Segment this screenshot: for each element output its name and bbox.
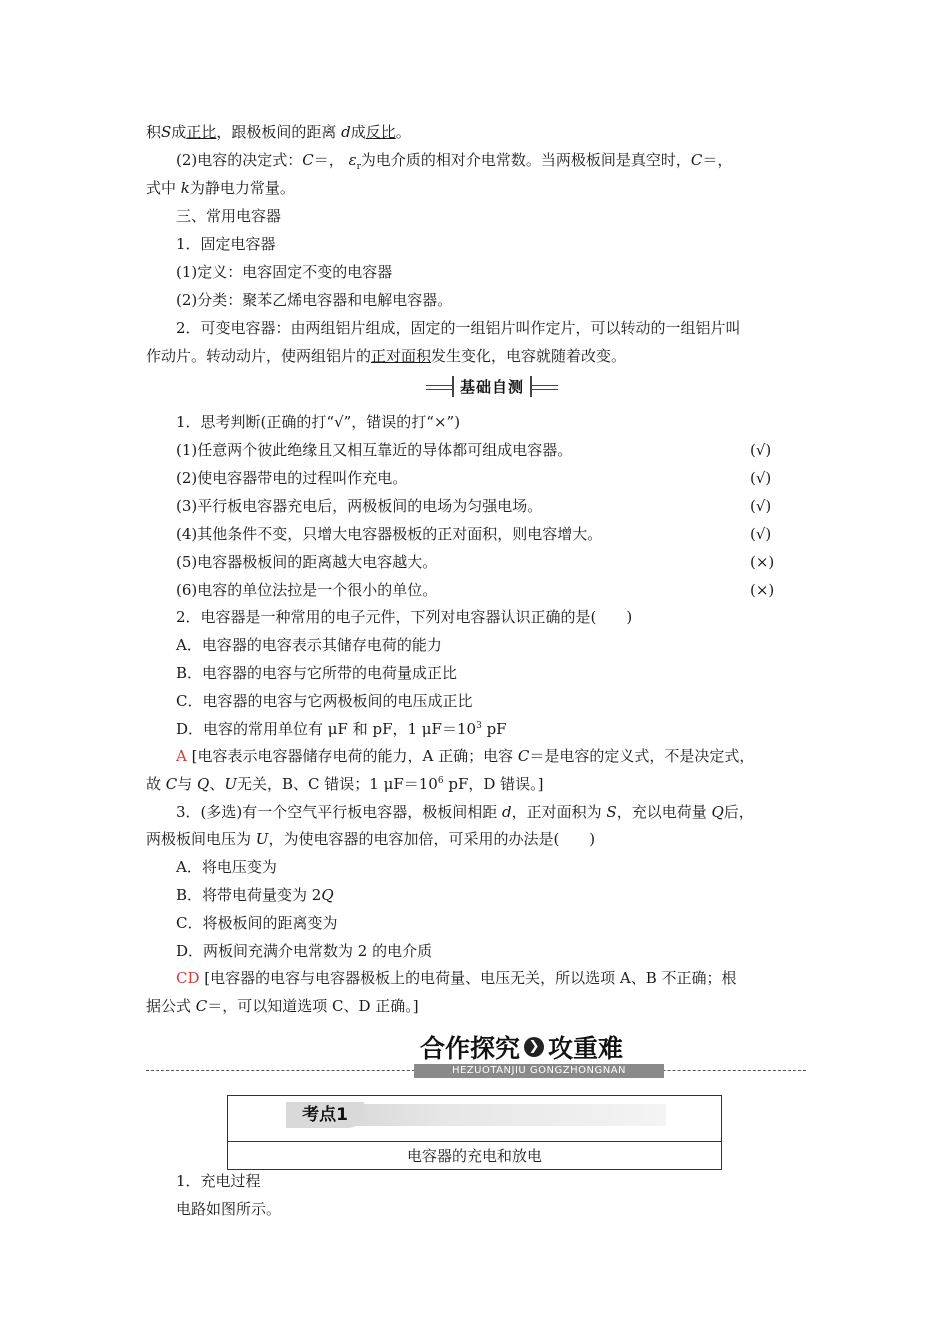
banner-label: 基础自测	[452, 376, 532, 397]
answer-explanation: A [电容表示电容器储存电荷的能力，A 正确；电容 C＝是电容的定义式，不是决定式，	[176, 747, 755, 765]
section-header-left: 合作探究	[420, 1034, 521, 1063]
text-line: (1)定义：电容固定不变的电容器	[176, 263, 393, 281]
text-line: 2．可变电容器：由两组铝片组成，固定的一组铝片叫作定片，可以转动的一组铝片叫	[176, 319, 741, 337]
text-line: (2)电容的决定式：C＝， $\varepsilon_r$为电介质的相对介电常数。当两极板间是真空时，C＝，	[176, 151, 733, 172]
section-header	[420, 1028, 623, 1066]
section-header-right: 攻重难	[548, 1034, 624, 1063]
judgement-item: (2)使电容器带电的过程叫作充电。	[176, 469, 408, 487]
option-b: B．电容器的电容与它所带的电荷量成正比	[176, 664, 458, 682]
answer-explanation: 据公式 C＝，可以知道选项 C、D 正确。]	[146, 997, 419, 1015]
answer-explanation: 故 C与 Q、U无关，B、C 错误；1 $\mu F=10^6$ pF，D 错误。]	[146, 775, 544, 793]
judgement-item: (3)平行板电容器充电后，两极板间的电场为匀强电场。	[176, 497, 543, 515]
answer-explanation: CD [电容器的电容与电容器极板上的电荷量、电压无关，所以选项 A、B 不正确；根	[176, 969, 737, 987]
key-point-header	[228, 1096, 721, 1142]
option-a: A．电容器的电容表示其储存电荷的能力	[176, 636, 442, 654]
option-c: C．电容器的电容与它两极板间的电压成正比	[176, 692, 473, 710]
question-stem: 3．(多选)有一个空气平行板电容器，极板间相距 d，正对面积为 S，充以电荷量 Q后，	[176, 803, 754, 821]
text-line: 作动片。转动动片，使两组铝片的正对面积发生变化，电容就随着改变。	[146, 347, 627, 365]
text-line: 积S成正比，跟极板间的距离 d成反比。	[146, 123, 411, 141]
judgement-item: (1)任意两个彼此绝缘且又相互靠近的导体都可组成电容器。	[176, 441, 573, 459]
section-header-pinyin: HEZUOTANJIU GONGZHONGNAN	[414, 1064, 664, 1078]
text-line: 1．固定电容器	[176, 235, 276, 253]
option-a: A．将电压变为	[176, 858, 277, 876]
key-point-label: 考点1	[286, 1102, 364, 1128]
text-line: 电路如图所示。	[176, 1200, 282, 1218]
judgement-mark: (√)	[750, 525, 772, 543]
text-line: (2)分类：聚苯乙烯电容器和电解电容器。	[176, 291, 453, 309]
judgement-mark: (√)	[750, 469, 772, 487]
question-stem: 2．电容器是一种常用的电子元件，下列对电容器认识正确的是( )	[176, 608, 633, 626]
judgement-mark: (×)	[750, 581, 775, 599]
judgement-item: (5)电容器极板间的距离越大电容越大。	[176, 553, 438, 571]
arrow-right-icon: ❯	[524, 1037, 544, 1057]
answer-key: A	[176, 747, 187, 765]
text-line: 1．充电过程	[176, 1172, 261, 1190]
answer-key: CD	[176, 969, 200, 987]
judgement-mark: (√)	[750, 441, 772, 459]
judgement-item: (4)其他条件不变，只增大电容器极板的正对面积，则电容增大。	[176, 525, 603, 543]
judgement-item: (6)电容的单位法拉是一个很小的单位。	[176, 581, 438, 599]
text-line: 式中 k为静电力常量。	[146, 179, 295, 197]
key-point-title: 电容器的充电和放电	[406, 1147, 542, 1165]
question-stem: 两极板间电压为 U，为使电容器的电容加倍，可采用的办法是( )	[146, 830, 596, 848]
question-stem: 1．思考判断(正确的打“√”，错误的打“×”)	[176, 413, 461, 431]
section-title: 三、常用电容器	[176, 207, 282, 225]
judgement-mark: (×)	[750, 553, 775, 571]
option-b: B．将带电荷量变为 2Q	[176, 886, 334, 904]
judgement-mark: (√)	[750, 497, 772, 515]
self-test-banner	[426, 375, 558, 397]
option-d: D．两板间充满介电常数为 2 的电介质	[176, 942, 433, 960]
key-point-box	[227, 1095, 722, 1170]
option-c: C．将极板间的距离变为	[176, 914, 338, 932]
option-d: D．电容的常用单位有 μF 和 pF，1 $\mu F=10^3$ pF	[176, 720, 507, 738]
